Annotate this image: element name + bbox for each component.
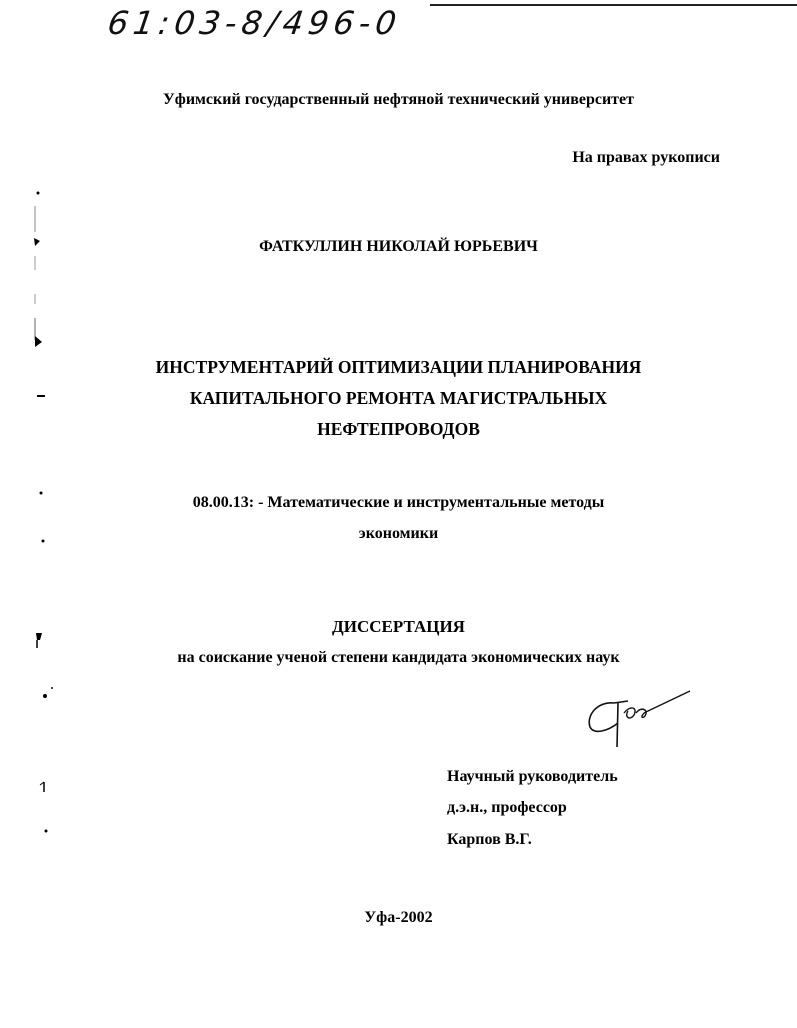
author-name: ФАТКУЛЛИН НИКОЛАЙ ЮРЬЕВИЧ bbox=[259, 238, 538, 255]
specialty-line-2: экономики bbox=[358, 525, 439, 542]
scan-margin-marks bbox=[0, 0, 60, 1028]
supervisor-name: Карпов В.Г. bbox=[447, 831, 532, 848]
place-and-year: Уфа-2002 bbox=[364, 909, 433, 926]
signature bbox=[578, 683, 698, 753]
specialty-line-1: 08.00.13: - Математические и инструментальные методы bbox=[192, 494, 605, 511]
title-line-3: НЕФТЕПРОВОДОВ bbox=[317, 419, 480, 439]
scan-top-border bbox=[430, 4, 797, 6]
title-line-2: КАПИТАЛЬНОГО РЕМОНТА МАГИСТРАЛЬНЫХ bbox=[189, 388, 608, 408]
supervisor-rank: д.э.н., профессор bbox=[447, 799, 567, 816]
archive-code-handwritten: 61:03-8/496-0 bbox=[105, 4, 404, 42]
title-line-1: ИНСТРУМЕНТАРИЙ ОПТИМИЗАЦИИ ПЛАНИРОВАНИЯ bbox=[155, 357, 642, 377]
university-name: Уфимский государственный нефтяной технический университет bbox=[163, 91, 634, 108]
document-type: ДИССЕРТАЦИЯ bbox=[332, 617, 465, 636]
degree-statement: на соискание ученой степени кандидата экономических наук bbox=[177, 649, 620, 666]
supervisor-role: Научный руководитель bbox=[447, 768, 618, 785]
manuscript-rights-note: На правах рукописи bbox=[572, 149, 720, 166]
